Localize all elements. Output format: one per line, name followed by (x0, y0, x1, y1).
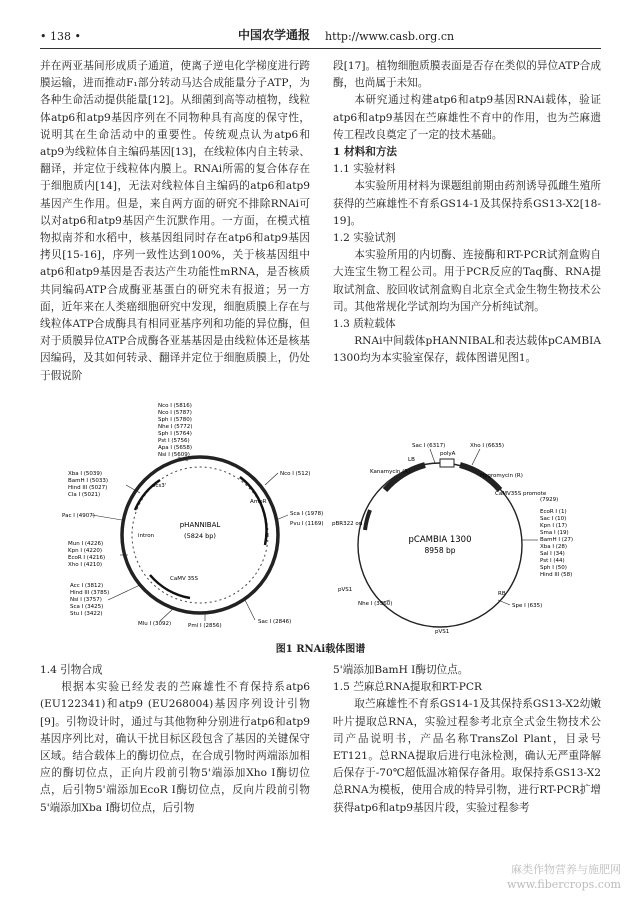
svg-text:Nhe I (3360): Nhe I (3360) (358, 601, 393, 607)
svg-text:Nsi I (3757): Nsi I (3757) (70, 597, 102, 603)
svg-text:Kpn I (4220): Kpn I (4220) (68, 548, 102, 554)
paragraph: 根据本实验已经发表的苎麻雄性不育保持系atp6 (EU122341)和atp9 (EU268004)基因序列设计引物[9]。引物设计时，通过与其他物种分别进行atp6和atp9基因序列比对，确认干扰目标区段包含了基因的关键保守区域。结合载体上的酶切位点，在合成引物时两端添加相应的酶切位点，正向片段前引物5'端添加Xho I酶切位点，后引物5'端添加EcoR I酶切位点，反向片段前引物5'端添加Xba I酶切位点，后引物 (40, 681, 310, 814)
feature-label: AmpR (250, 499, 267, 505)
svg-text:RB: RB (498, 591, 506, 597)
ori-block (365, 510, 370, 530)
section-heading: 1 材料和方法 (333, 146, 398, 159)
subsection-heading: 1.1 实验材料 (333, 163, 396, 176)
svg-text:Sph I (5764): Sph I (5764) (158, 431, 192, 437)
svg-text:Hind III (58): Hind III (58) (540, 572, 573, 578)
svg-text:Sca I (1978): Sca I (1978) (290, 511, 324, 517)
svg-text:Sma I (19): Sma I (19) (540, 530, 569, 536)
watermark-line1: 麻类作物营养与施肥网 (511, 863, 621, 876)
figure-1 (40, 395, 601, 635)
svg-text:Mun I (4226): Mun I (4226) (68, 541, 104, 547)
page-number: • 138 • (40, 30, 81, 43)
svg-text:pVS1: pVS1 (338, 587, 353, 593)
polya-box (440, 459, 454, 467)
svg-text:EcoR I (1): EcoR I (1) (540, 509, 567, 515)
svg-text:Pac I (4907): Pac I (4907) (62, 513, 95, 519)
svg-text:Pvu I (1169): Pvu I (1169) (290, 521, 324, 527)
svg-text:Nsi I (5609): Nsi I (5609) (158, 452, 190, 458)
svg-text:Nco I (5787): Nco I (5787) (158, 410, 192, 416)
right-column-upper (333, 58, 601, 368)
phannibal-name: pHANNIBAL (179, 521, 221, 529)
svg-text:Nhe I (5772): Nhe I (5772) (158, 424, 193, 430)
svg-text:Mlu I (3092): Mlu I (3092) (138, 621, 172, 627)
paragraph: 5'端添加BamH I酶切位点。 (333, 664, 469, 676)
svg-text:Pml I (2856): Pml I (2856) (188, 623, 222, 629)
journal-url: http://www.casb.org.cn (325, 30, 455, 43)
left-column-lower (40, 662, 310, 817)
pcambia-size: 8958 bp (424, 546, 456, 555)
figure-caption: 图1 RNAi载体图谱 (275, 644, 366, 655)
svg-text:CaMV35S promote: CaMV35S promote (495, 491, 547, 497)
svg-text:Sac I (10): Sac I (10) (540, 516, 567, 522)
subsection-heading: 1.2 实验试剂 (333, 232, 396, 245)
paragraph: 取苎麻雄性不育系GS14-1及其保持系GS13-X2幼嫩叶片提取总RNA，实验过程参考北京全式金生物技术公司产品说明书，产品名称TransZol Plant，目录号ET121。总RNA提取后进行电泳检测，确认无严重降解后保存于-70℃超低温冰箱保存备用。取保持系GS13-X2总RNA为模板，使用合成的特异引物，进行RT-PCR扩增获得atp6和atp9基因片段，实验过程参考 (333, 698, 601, 814)
svg-text:EcoR I (4216): EcoR I (4216) (68, 555, 106, 561)
top-sites (158, 403, 192, 458)
feature-label: intron (138, 533, 155, 539)
svg-text:LB: LB (408, 457, 415, 463)
right-column-lower (333, 662, 601, 817)
svg-text:Xho I (6635): Xho I (6635) (470, 443, 505, 449)
svg-text:Xho I (4210): Xho I (4210) (68, 562, 103, 568)
vector-maps (40, 395, 601, 635)
pcambia-map (332, 443, 573, 635)
svg-text:Cla I (5021): Cla I (5021) (68, 492, 101, 498)
svg-text:Kanamycin (R): Kanamycin (R) (370, 469, 411, 475)
svg-text:BamH I (27): BamH I (27) (540, 537, 574, 543)
svg-text:Xba I (5039): Xba I (5039) (68, 471, 103, 477)
paragraph: 本实验所用的内切酶、连接酶和RT-PCR试剂盒购自大连宝生物工程公司。用于PCR反应的Taq酶、RNA提取试剂盒、胶回收试剂盒购自北京全式金生物生物技术公司。其他常规化学试剂均为国产分析纯试剂。 (333, 249, 601, 313)
svg-text:Nco I (512): Nco I (512) (280, 471, 311, 477)
subsection-heading: 1.3 质粒载体 (333, 318, 396, 331)
pcambia-name: pCAMBIA 1300 (408, 535, 472, 545)
paragraph: RNAi中间载体pHANNIBAL和表达载体pCAMBIA 1300均为本实验室保存，载体图谱见图1。 (333, 335, 601, 365)
svg-text:pVS1: pVS1 (435, 629, 450, 635)
svg-text:polyA: polyA (440, 451, 456, 457)
svg-text:pBR322 ori: pBR322 ori (332, 521, 363, 527)
svg-text:Sal I (34): Sal I (34) (540, 551, 565, 557)
svg-text:Sph I (5780): Sph I (5780) (158, 417, 192, 423)
svg-text:Pst I (44): Pst I (44) (540, 558, 565, 564)
subsection-heading: 1.5 苎麻总RNA提取和RT-PCR (333, 681, 482, 694)
svg-text:Hind III (5027): Hind III (5027) (68, 485, 108, 491)
paragraph: 本研究通过构建atp6和atp9基因RNAi载体，验证atp6和atp9基因在苎麻雄性不育中的作用，也为苎麻遗传工程改良奠定了一定的技术基础。 (333, 94, 601, 141)
svg-text:Kpn I (17): Kpn I (17) (540, 523, 567, 529)
left-sites (62, 471, 323, 629)
svg-text:BamH I (5033): BamH I (5033) (68, 478, 109, 484)
svg-text:Sph I (50): Sph I (50) (540, 565, 567, 571)
svg-text:(7929): (7929) (540, 497, 559, 503)
svg-text:Hind III (3785): Hind III (3785) (70, 590, 110, 596)
svg-text:Pst I (5756): Pst I (5756) (158, 438, 190, 444)
paragraph: 并在两亚基间形成质子通道，使离子逆电化学梯度进行跨膜运输，进而推动F₁部分转动马达合成能量分子ATP，为各种生命活动提供能量[12]。从细菌到高等动植物，线粒体atp6和atp9基因序列在不同物种具有高度的保守性，说明其在生命活动中的重要性。传统观点认为atp6和atp9为线粒体自主编码基因[13]，在线粒体内自主转录、翻译，并定位于线粒体内膜上。RNAi所需的复合体存在于细胞质内[14]，无法对线粒体自主编码的atp6和atp9基因产生作用。但是，来自两方面的研究不排除RNAi可以对atp6和atp9基因产生沉默作用。一方面，在模式植物拟南芥和水稻中，核基因组同时存在atp6和atp9基因拷贝[15-16]，序列一致性达到100%，关于核基因组中atp6和atp9基因是否表达产生功能性mRNA，是否核质共同编码ATP合成酶亚基蛋白的研究未有报道；另一方面，近年来在人类癌细胞研究中发现，细胞质膜上存在与线粒体ATP合成酶具有相同亚基序列和功能的异位酶，但对于质膜异位ATP合成酶各亚基基因是由线粒体还是核基因编码，及其如何转录、翻译并定位于细胞质膜上，仍处于假说阶 (40, 60, 310, 382)
paragraph: 段[17]。植物细胞质膜表面是否存在类似的异位ATP合成酶，也尚属于未知。 (333, 60, 601, 90)
watermark-line2: www.fibercrops.com (506, 878, 621, 891)
feature-label: CaMV 35S (170, 576, 198, 582)
svg-text:Apa I (5658): Apa I (5658) (158, 445, 193, 451)
left-column-upper (40, 58, 310, 385)
svg-text:Sac I (6317): Sac I (6317) (412, 443, 446, 449)
svg-text:Xba I (28): Xba I (28) (540, 544, 568, 550)
subsection-heading: 1.4 引物合成 (40, 664, 103, 676)
svg-text:Sca I (3425): Sca I (3425) (70, 604, 104, 610)
feature-label: ocs3' (152, 483, 167, 489)
svg-text:Nco I (5816): Nco I (5816) (158, 403, 192, 409)
page-header (40, 22, 601, 49)
svg-text:Acc I (3812): Acc I (3812) (70, 583, 104, 589)
svg-text:Spe I (635): Spe I (635) (512, 603, 543, 609)
paragraph: 本实验所用材料为课题组前期由药剂诱导孤雌生殖所获得的苎麻雄性不育系GS14-1及其保持系GS13-X2[18-19]。 (333, 180, 601, 227)
journal-name: 中国农学通报 (238, 28, 311, 42)
phannibal-size: (5824 bp) (184, 532, 216, 540)
svg-text:Stu I (3422): Stu I (3422) (70, 611, 103, 617)
svg-text:Sac I (2846): Sac I (2846) (258, 619, 292, 625)
svg-text:Hygromycin (R): Hygromycin (R) (480, 473, 523, 479)
phannibal-map (62, 403, 323, 629)
